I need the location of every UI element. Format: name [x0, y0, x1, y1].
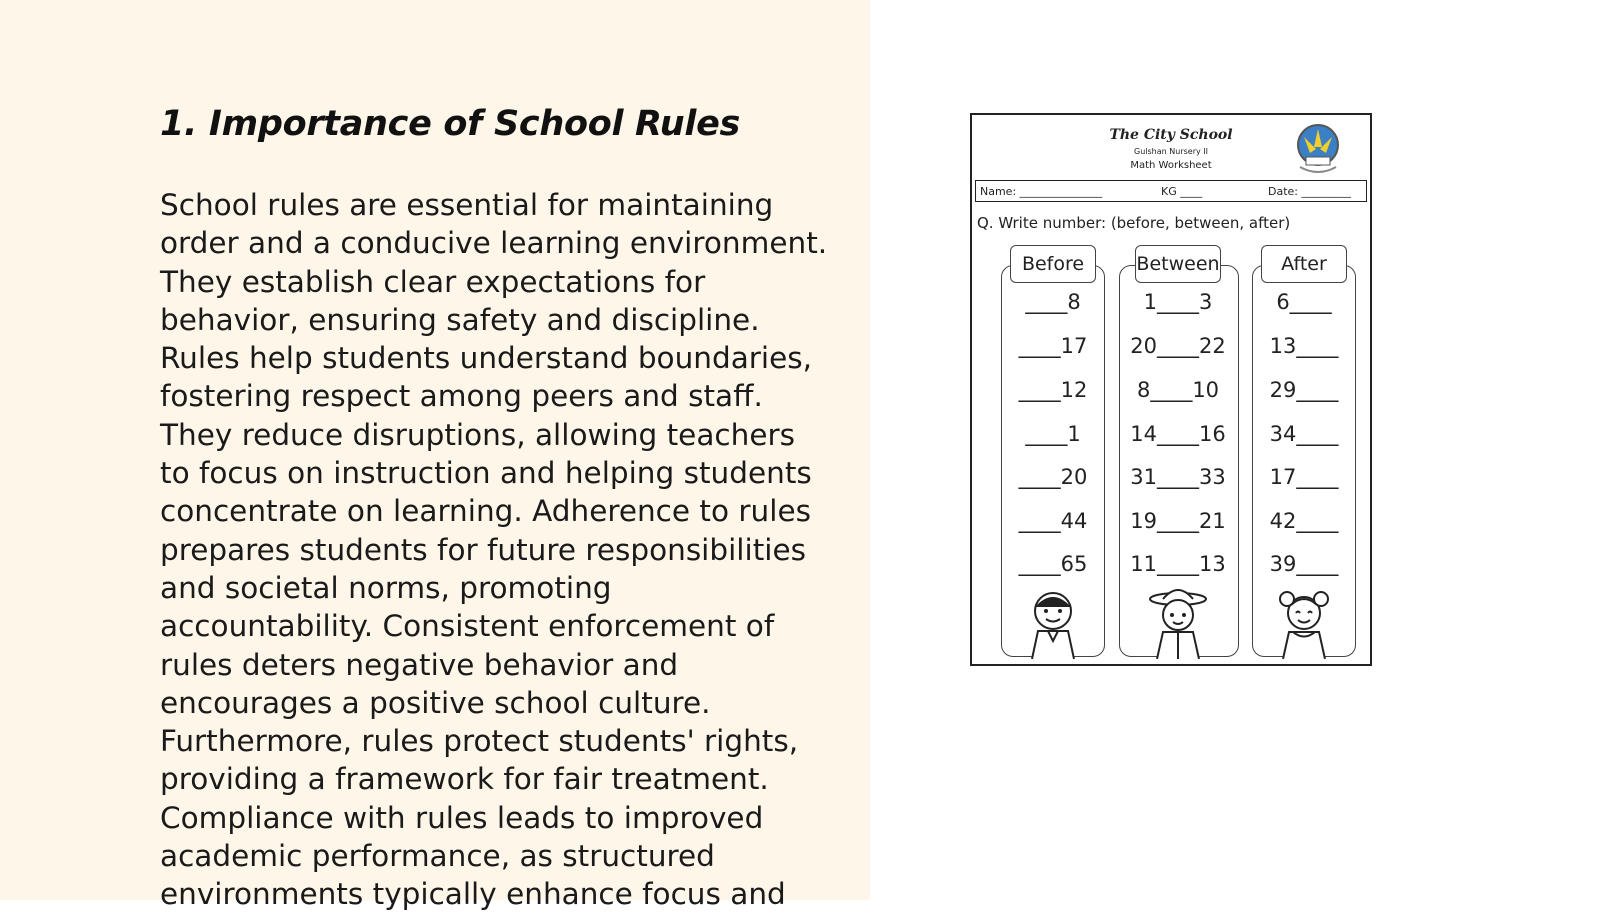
after-item: 17____ [1269, 465, 1339, 489]
worksheet-campus: Gulshan Nursery II [1134, 147, 1208, 156]
before-item: ____65 [1018, 552, 1088, 576]
between-item: 8____10 [1136, 378, 1220, 402]
between-item: 14____16 [1130, 422, 1226, 446]
after-item: 34____ [1269, 422, 1339, 446]
before-item: ____17 [1018, 334, 1088, 358]
after-item: 29____ [1269, 378, 1339, 402]
between-item: 20____22 [1130, 334, 1226, 358]
worksheet-question: Q. Write number: (before, between, after) [977, 214, 1291, 232]
after-item: 6____ [1276, 290, 1332, 314]
after-item: 13____ [1269, 334, 1339, 358]
name-label: Name: _______________ [980, 185, 1103, 198]
child-illustration-icon [1269, 585, 1339, 659]
between-item: 1____3 [1143, 290, 1213, 314]
slide-body-text: School rules are essential for maintaining order and a conducive learning environment. They establish clear expectations for behavior, ensuring safety and discipline. Rules help students understand boundaries, fostering respect among peers and staff. They reduce disruptions, allowing teachers to focus on instruction and helping students concentrate on learning. Adherence to rules prepares students for future responsibilities and societal norms, promoting accountability. Consistent enforcement of rules deters negative behavior and encourages a positive school culture. Furthermore, rules protect students' rights, providing a framework for fair treatment. Compliance with rules leads to improved academic performance, as structured environments typically enhance focus and [160, 188, 828, 912]
between-item: 31____33 [1130, 465, 1226, 489]
slide-heading: 1. Importance of School Rules [160, 104, 741, 144]
school-logo-icon [1292, 121, 1344, 179]
before-label: Before [1010, 245, 1096, 283]
between-item: 11____13 [1130, 552, 1226, 576]
worksheet-school-name: The City School [1109, 127, 1233, 143]
after-item: 42____ [1269, 509, 1339, 533]
child-illustration-icon [1018, 585, 1088, 659]
worksheet-image [970, 113, 1372, 666]
child-illustration-icon [1143, 585, 1213, 659]
before-item: ____20 [1018, 465, 1088, 489]
before-item: ____8 [1025, 290, 1081, 314]
date-label: Date: _________ [1268, 185, 1351, 198]
after-item: 39____ [1269, 552, 1339, 576]
class-label: KG ____ [1161, 185, 1203, 198]
after-label: After [1261, 245, 1347, 283]
worksheet-subject: Math Worksheet [1130, 160, 1212, 171]
between-item: 19____21 [1130, 509, 1226, 533]
between-label: Between [1135, 245, 1221, 283]
before-item: ____44 [1018, 509, 1088, 533]
worksheet-info-bar [975, 180, 1367, 202]
before-item: ____12 [1018, 378, 1088, 402]
before-item: ____1 [1025, 422, 1081, 446]
